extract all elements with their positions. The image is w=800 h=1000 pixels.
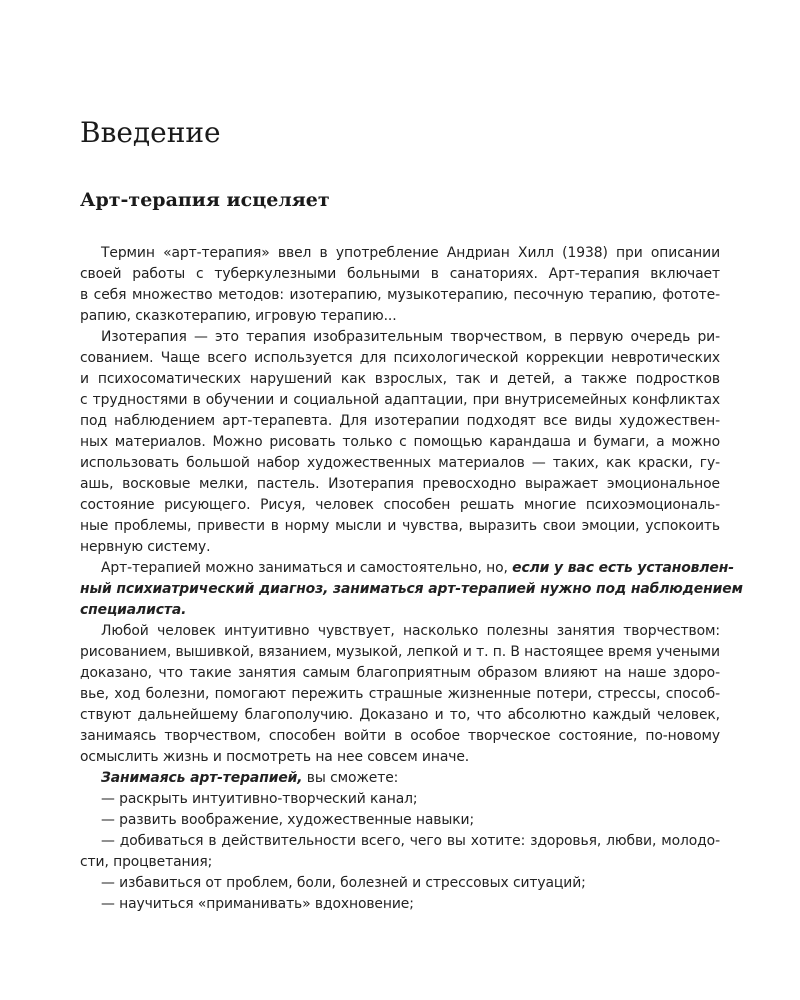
text-line: состояние рисующего. Рисуя, человек способен решать многие психоэмоциональ- <box>80 497 720 513</box>
list-item: — раскрыть интуитивно-творческий канал; <box>101 791 418 807</box>
text-line: ашь, восковые мелки, пастель. Изотерапия превосходно выражает эмоциональное <box>80 476 720 492</box>
text-line: нервную систему. <box>80 539 211 555</box>
text-line: ных материалов. Можно рисовать только с помощью карандаша и бумаги, а можно <box>80 434 720 450</box>
list-item <box>80 831 720 873</box>
paragraph-isotherapy <box>80 327 720 558</box>
text-line <box>80 768 720 789</box>
section-title: Арт-терапия исцеляет <box>80 189 330 211</box>
text-line: вье, ход болезни, помогают пережить страшные жизненные потери, стрессы, способ- <box>80 686 720 702</box>
paragraph-self-practice-warning <box>80 558 743 621</box>
emphasis-text: ный психиатрический диагноз, заниматься арт-терапией нужно под наблюдением <box>80 581 743 597</box>
text-line: под наблюдением арт-терапевта. Для изотерапии подходят все виды художествен- <box>80 413 720 429</box>
text-line: ные проблемы, привести в норму мысли и чувства, выразить свои эмоции, успокоить <box>80 518 720 534</box>
list-item: — развить воображение, художественные навыки; <box>101 812 475 828</box>
body-text <box>80 243 743 915</box>
text-line: ствуют дальнейшему благополучию. Доказано и то, что абсолютно каждый человек, <box>80 707 720 723</box>
benefits-list <box>80 789 720 915</box>
text-line: Изотерапия — это терапия изобразительным творчеством, в первую очередь ри- <box>101 329 720 345</box>
emphasis-text: Занимаясь арт-терапией, <box>101 770 303 786</box>
plain-text: вы сможете: <box>306 770 399 786</box>
text-line: рапию, сказкотерапию, игровую терапию... <box>80 308 397 324</box>
text-line: рисованием, вышивкой, вязанием, музыкой, лепкой и т. п. В настоящее время учеными <box>80 644 720 660</box>
text-line: использовать большой набор художественных материалов — таких, как краски, гу- <box>80 455 720 471</box>
emphasis-text: специалиста. <box>80 602 187 618</box>
text-line: доказано, что такие занятия самым благоприятным образом влияют на наше здоро- <box>80 665 720 681</box>
plain-text: Арт-терапией можно заниматься и самостоятельно, но, <box>101 560 508 576</box>
text-line: занимаясь творчеством, способен войти в особое творческое состояние, по-новому <box>80 728 720 744</box>
paragraph-creativity-benefits <box>80 621 720 768</box>
text-line: Любой человек интуитивно чувствует, насколько полезны занятия творчеством: <box>101 623 720 639</box>
text-line: сованием. Чаще всего используется для психологической коррекции невротических <box>80 350 720 366</box>
text-line: — добиваться в действительности всего, чего вы хотите: здоровья, любви, молодо- <box>101 833 720 849</box>
text-line: осмыслить жизнь и посмотреть на нее совсем иначе. <box>80 749 470 765</box>
list-item: — научиться «приманивать» вдохновение; <box>101 896 414 912</box>
text-line: и психосоматических нарушений как взрослых, так и детей, а также подростков <box>80 371 720 387</box>
list-item: — избавиться от проблем, боли, болезней и стрессовых ситуаций; <box>101 875 586 891</box>
chapter-title: Введение <box>80 116 221 149</box>
paragraph-art-therapy-origin <box>80 243 720 327</box>
text-line: своей работы с туберкулезными больными в санаториях. Арт-терапия включает <box>80 266 720 282</box>
emphasis-text: если у вас есть установлен- <box>512 560 734 576</box>
text-line: с трудностями в обучении и социальной адаптации, при внутрисемейных конфликтах <box>80 392 720 408</box>
text-line <box>80 558 734 579</box>
text-line: в себя множество методов: изотерапию, музыкотерапию, песочную терапию, фототе- <box>80 287 720 303</box>
text-line: сти, процветания; <box>80 854 213 870</box>
text-line: Термин «арт-терапия» ввел в употребление Андриан Хилл (1938) при описании <box>101 245 720 261</box>
paragraph-list-lead <box>80 768 720 789</box>
